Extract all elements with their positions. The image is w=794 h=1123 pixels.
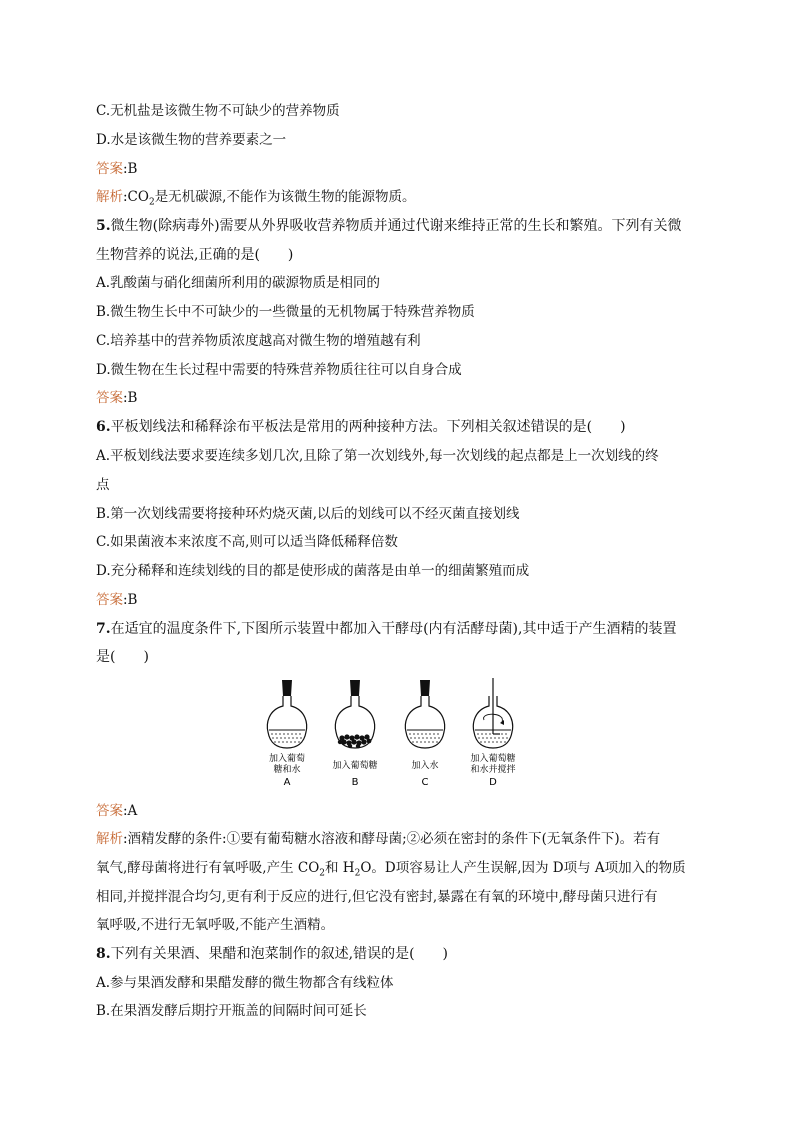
explanation-text: O。D项容易让人产生误解,因为 D项与 A项加入的物质 [360,860,686,876]
apparatus-b [332,680,377,788]
caption-b: 加入葡萄糖 [332,761,378,771]
explanation-text: 氧气,酵母菌将进行有氧呼吸,产生 CO [96,860,320,876]
answer-label: 答案 [96,161,123,177]
q6-option-a-line2: 点 [96,477,110,493]
q6-option-b: B.第一次划线需要将接种环灼烧灭菌,以后的划线可以不经灭菌直接划线 [96,506,520,522]
explanation-label: 解析 [96,831,123,847]
stopper-c [420,680,430,696]
q7-answer [96,801,706,821]
q7-explanation-line3: 相同,并搅拌混合均匀,更有利于反应的进行,但它没有密封,暴露在有氧的环境中,酵母菌只进行有 [96,889,658,905]
explanation-text: :CO [123,189,149,205]
caption-d-line1: 加入葡萄糖 [470,754,516,764]
question-text: 平板划线法和稀释涂布平板法是常用的两种接种方法。下列相关叙述错误的是( ) [110,419,626,435]
question-number: 6. [96,419,111,435]
explanation-text: :酒精发酵的条件:①要有葡萄糖水溶液和酵母菌;②必须在密封的条件下(无氧条件下)。若有 [123,831,661,847]
flask-c [405,696,444,748]
apparatus-a [267,680,306,788]
label-b: B [351,777,359,788]
q6-stem [96,417,706,437]
answer-value: :B [123,390,138,406]
answer-value: :B [123,592,138,608]
q6-option-d: D.充分稀释和连续划线的目的都是使形成的菌落是由单一的细菌繁殖而成 [96,563,530,579]
q7-stem-line1 [96,619,706,639]
q6-answer [96,590,706,610]
question-text: 下列有关果酒、果醋和泡菜制作的叙述,错误的是( ) [110,946,448,962]
q7-explanation-line1 [96,829,706,849]
q7-explanation-line4: 氧呼吸,不进行无氧呼吸,不能产生酒精。 [96,917,335,933]
caption-a-line2: 糖和水 [273,765,301,775]
answer-label: 答案 [96,803,123,819]
answer-value: :B [123,161,138,177]
apparatus-c [405,680,444,788]
question-number: 5. [96,218,111,234]
caption-a-line1: 加入葡萄 [268,754,306,764]
q5-option-b: B.微生物生长中不可缺少的一些微量的无机物属于特殊营养物质 [96,304,475,320]
caption-c: 加入水 [411,761,439,771]
label-a: A [283,777,291,788]
q7-stem-line2: 是( ) [96,649,149,665]
answer-label: 答案 [96,390,123,406]
q5-option-a: A.乳酸菌与硝化细菌所利用的碳源物质是相同的 [96,275,381,291]
q8-option-b: B.在果酒发酵后期拧开瓶盖的间隔时间可延长 [96,1003,367,1019]
q5-stem-line1 [96,216,706,236]
q4-explanation [96,187,706,213]
flask-a [267,696,306,748]
q5-stem-line2: 生物营养的说法,正确的是( ) [96,247,294,263]
q5-option-d: D.微生物在生长过程中需要的特殊营养物质往往可以自身合成 [96,362,462,378]
answer-label: 答案 [96,592,123,608]
stopper-a [282,680,292,696]
caption-d-line2: 和水并搅拌 [470,765,516,775]
question-number: 7. [96,621,111,637]
subscript: 2 [319,868,326,879]
apparatus-d [470,678,515,788]
q7-explanation-line2 [96,858,706,884]
q4-option-d: D.水是该微生物的营养要素之一 [96,132,287,148]
fermentation-apparatus-figure [262,676,542,794]
answer-value: :A [123,803,138,819]
explanation-text: 是无机碳源,不能作为该微生物的能源物质。 [154,189,416,205]
q6-option-a-line1: A.平板划线法要求要连续多划几次,且除了第一次划线外,每一次划线的起点都是上一次划线的终 [96,448,659,464]
question-number: 8. [96,946,111,962]
label-d: D [489,777,497,788]
subscript: 2 [148,197,155,208]
q6-option-c: C.如果菌液本来浓度不高,则可以适当降低稀释倍数 [96,534,398,550]
q4-answer [96,159,706,179]
q8-option-a: A.参与果酒发酵和果醋发酵的微生物都含有线粒体 [96,975,394,991]
explanation-label: 解析 [96,189,123,205]
q5-answer [96,388,706,408]
label-c: C [421,777,429,788]
stopper-b [350,680,360,696]
explanation-text: 和 H [325,860,355,876]
question-text: 微生物(除病毒外)需要从外界吸收营养物质并通过代谢来维持正常的生长和繁殖。下列有关微 [110,218,682,234]
q8-stem [96,944,706,964]
subscript: 2 [354,868,361,879]
q4-option-c: C.无机盐是该微生物不可缺少的营养物质 [96,103,340,119]
q5-option-c: C.培养基中的营养物质浓度越高对微生物的增殖越有利 [96,333,421,349]
question-text: 在适宜的温度条件下,下图所示装置中都加入干酵母(内有活酵母菌),其中适于产生酒精的装置 [110,621,677,637]
glucose-granules [338,734,372,748]
